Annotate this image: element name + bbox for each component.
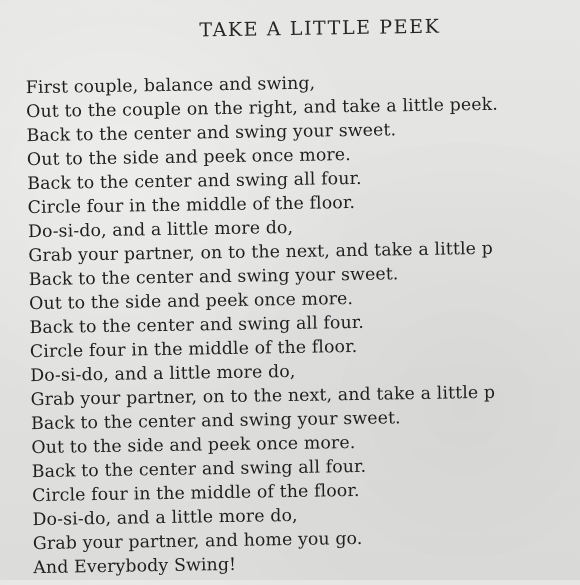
verse-line: Circle four in the middle of the floor. (29, 336, 358, 363)
verse-line: Out to the side and peek once more. (26, 145, 352, 171)
verse-line: Out to the couple on the right, and take a little peek. (26, 94, 499, 123)
verse-line: First couple, balance and swing, (25, 73, 316, 99)
verse-line: Do-si-do, and a little more do, (32, 505, 298, 531)
verse-line: Back to the center and swing your sweet. (28, 264, 399, 291)
verse-line: And Everybody Swing! (33, 554, 237, 579)
verse-line: Do-si-do, and a little more do, (27, 217, 294, 243)
verse-line: Back to the center and swing all four. (29, 312, 365, 339)
verse-line: Back to the center and swing your sweet. (30, 408, 401, 435)
verse-line: Back to the center and swing all four. (31, 456, 367, 483)
verse-lines (26, 69, 506, 580)
verse-line: Grab your partner, and home you go. (32, 528, 363, 555)
verse-line: Do-si-do, and a little more do, (30, 361, 296, 387)
page-title: TAKE A LITTLE PEEK (199, 15, 441, 42)
verse-line: Circle four in the middle of the floor. (27, 192, 356, 219)
verse-line: Back to the center and swing your sweet. (26, 120, 397, 147)
verse-line: Out to the side and peek once more. (29, 289, 354, 315)
verse-line: Grab your partner, on to the next, and take a little p (28, 238, 494, 267)
verse-line: Grab your partner, on to the next, and take a little p (30, 382, 496, 411)
verse-line: Out to the side and peek once more. (31, 432, 356, 459)
verse-line: Back to the center and swing all four. (27, 168, 362, 195)
verse-line: Circle four in the middle of the floor. (32, 480, 360, 507)
